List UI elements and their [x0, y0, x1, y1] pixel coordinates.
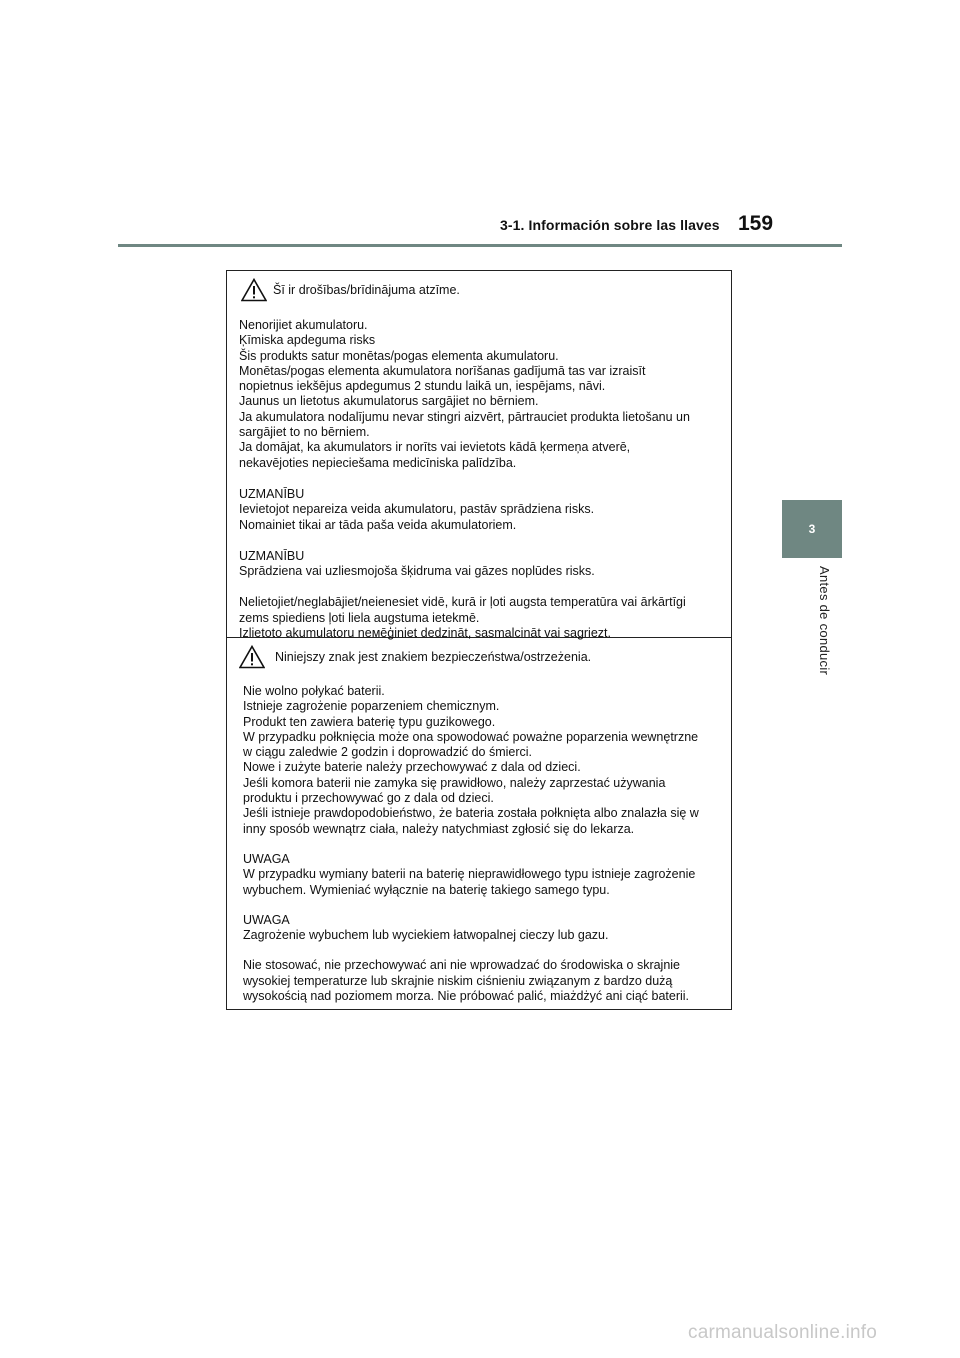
- latvian-text-line: Šis produkts satur monētas/pogas elementa akumulatoru.: [239, 348, 559, 363]
- latvian-text-line: nopietnus iekšējus apdegumus 2 stundu laikā un, iespējams, nāvi.: [239, 379, 606, 394]
- polish-text-line: Nowe i zużyte baterie należy przechowywać z dala od dzieci.: [243, 760, 581, 775]
- latvian-text-line: Monētas/pogas elementa akumulatora norīšanas gadījumā tas var izraisīt: [239, 363, 646, 378]
- section-title: 3-1. Información sobre las llaves: [500, 217, 720, 233]
- polish-paragraph: [243, 913, 721, 944]
- latvian-paragraph: [239, 549, 721, 580]
- warning-triangle-icon: [239, 645, 265, 669]
- latvian-text-line: UZMANĪBU: [239, 486, 305, 501]
- polish-text-line: wysokiej temperaturze lub skrajnie niskim ciśnieniu związanym z bardzo dużą: [243, 973, 673, 988]
- polish-text-line: W przypadku połknięcia może ona spowodować poważne poparzenia wewnętrzne: [243, 729, 699, 744]
- polish-text-line: UWAGA: [243, 912, 290, 927]
- latvian-paragraph: [239, 595, 721, 641]
- polish-text-line: Produkt ten zawiera baterię typu guzikowego.: [243, 714, 496, 729]
- polish-text-line: W przypadku wymiany baterii na baterię nieprawidłowego typu istnieje zagrożenie: [243, 867, 696, 882]
- latvian-text-line: Nelietojiet/neglabājiet/neienesiet vidē, kurā ir ļoti augsta temperatūra vai ārkārtīgi: [239, 595, 686, 610]
- latvian-text-line: nekavējoties nepieciešama medicīniska palīdzība.: [239, 455, 517, 470]
- latvian-warning-panel: [227, 271, 731, 641]
- latvian-text-line: Sprādziena vai uzliesmojoša šķidruma vai gāzes noplūdes risks.: [239, 564, 595, 579]
- latvian-warning-header: [239, 277, 721, 303]
- chapter-label: Antes de conducir: [817, 566, 832, 676]
- polish-text-line: Jeśli komora baterii nie zamyka się prawidłowo, należy zaprzestać używania: [243, 775, 666, 790]
- header-divider: [118, 244, 842, 247]
- latvian-text-line: Nomainiet tikai ar tāda paša veida akumulatoriem.: [239, 517, 517, 532]
- polish-text-line: Nie wolno połykać baterii.: [243, 684, 385, 698]
- polish-text-line: UWAGA: [243, 851, 290, 866]
- polish-text-line: inny sposób wewnątrz ciała, należy natychmiast zgłosić się do lekarza.: [243, 821, 635, 836]
- polish-paragraph: [243, 958, 721, 1004]
- battery-warning-box: [226, 270, 732, 1010]
- polish-paragraph: [243, 684, 721, 837]
- latvian-text-line: Nenorijiet akumulatoru.: [239, 318, 368, 332]
- polish-warning-title: Niniejszy znak jest znakiem bezpieczeństwa/ostrzeżenia.: [275, 650, 592, 664]
- polish-text-line: produktu i przechowywać go z dala od dzieci.: [243, 791, 494, 806]
- polish-text-line: Jeśli istnieje prawdopodobieństwo, że bateria została połknięta albo znalazła się w: [243, 806, 699, 821]
- latvian-text-line: Ievietojot nepareiza veida akumulatoru, pastāv sprādziena risks.: [239, 502, 595, 517]
- latvian-text-line: Ja domājat, ka akumulators ir norīts vai ievietots kādā ķermeņa atverē,: [239, 440, 631, 455]
- polish-warning-panel: [227, 638, 731, 1009]
- latvian-text-line: Ja akumulatora nodalījumu nevar stingri aizvērt, pārtrauciet produkta lietošanu un: [239, 409, 690, 424]
- latvian-paragraph: [239, 318, 721, 471]
- polish-text-line: wybuchem. Wymieniać wyłącznie na baterię takiego samego typu.: [243, 882, 610, 897]
- polish-paragraph: [243, 852, 721, 898]
- polish-text-line: w ciągu zaledwie 2 godzin i doprowadzić do śmierci.: [243, 745, 533, 760]
- chapter-number: 3: [808, 522, 816, 536]
- polish-text-line: wysokością nad poziomem morza. Nie próbować palić, miażdżyć ani ciąć baterii.: [243, 989, 690, 1004]
- warning-triangle-icon: [241, 278, 267, 302]
- page-number: 159: [738, 212, 774, 235]
- polish-warning-body: [243, 684, 721, 1004]
- polish-warning-header: [243, 644, 721, 670]
- latvian-text-line: zems spiediens ļoti liela augstuma ietekmē.: [239, 610, 480, 625]
- chapter-tab: [782, 500, 842, 558]
- latvian-text-line: UZMANĪBU: [239, 548, 305, 563]
- latvian-text-line: Ķīmiska apdeguma risks: [239, 333, 376, 348]
- polish-text-line: Nie stosować, nie przechowywać ani nie wprowadzać do środowiska o skrajnie: [243, 958, 681, 973]
- latvian-text-line: Izlietoto akumulatoru neмēģiniet dedzināt, sasmalcināt vai sagriezt.: [239, 626, 611, 641]
- polish-text-line: Istnieje zagrożenie poparzeniem chemicznym.: [243, 699, 500, 714]
- latvian-text-line: Jaunus un lietotus akumulatorus sargājiet no bērniem.: [239, 394, 539, 409]
- latvian-paragraph: [239, 487, 721, 533]
- latvian-text-line: sargājiet to no bērniem.: [239, 425, 370, 440]
- polish-text-line: Zagrożenie wybuchem lub wyciekiem łatwopalnej cieczy lub gazu.: [243, 928, 609, 943]
- latvian-warning-title: Šī ir drošības/brīdinājuma atzīme.: [273, 283, 460, 297]
- site-watermark: carmanualsonline.info: [688, 1322, 878, 1343]
- latvian-warning-body: [239, 318, 721, 641]
